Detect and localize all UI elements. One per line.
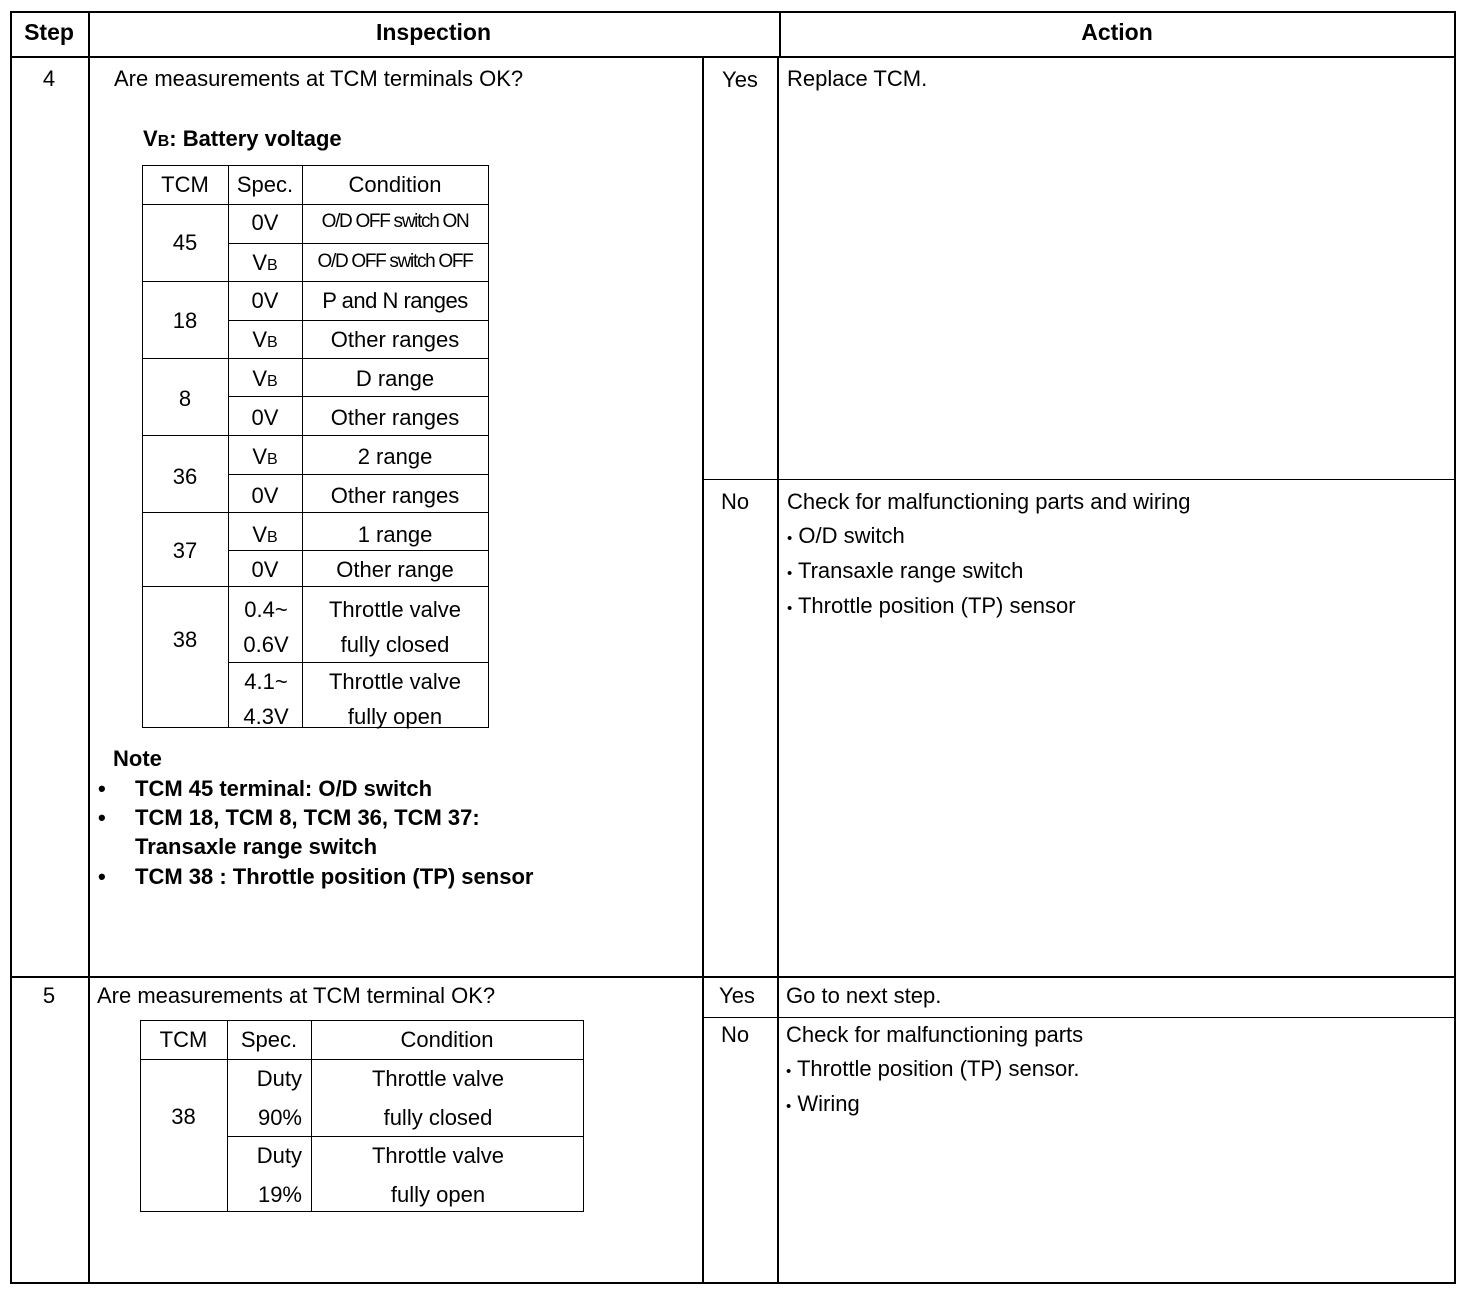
vb-description: : Battery voltage	[169, 126, 342, 151]
no-item-text: Throttle position (TP) sensor	[797, 593, 1076, 618]
note-title: Note	[113, 746, 162, 771]
condition-cell: Other range	[336, 557, 454, 582]
step4-question: Are measurements at TCM terminals OK?	[114, 66, 524, 91]
spec-cell: 0V	[251, 210, 279, 235]
no-item	[787, 558, 1023, 584]
bullet-icon: •	[787, 600, 793, 617]
no-item-text: Transaxle range switch	[797, 558, 1024, 583]
yes-action: Go to next step.	[786, 983, 942, 1008]
tcm-cell: 8	[178, 386, 192, 411]
bullet-icon: •	[787, 530, 793, 547]
no-action: Check for malfunctioning parts	[786, 1022, 1084, 1047]
spec-cell: 0V	[251, 405, 279, 430]
spec-cell: 0.4~ 0.6V	[243, 597, 289, 657]
header-inspection: Inspection	[375, 19, 491, 45]
note-bullet: •	[98, 805, 106, 830]
no-item	[787, 593, 1076, 619]
col-header-spec: Spec.	[236, 172, 294, 197]
vb-legend	[143, 126, 342, 152]
condition-cell: Other ranges	[330, 327, 460, 352]
spec-cell: VB	[252, 366, 278, 391]
no-item	[786, 1091, 860, 1117]
note-item: TCM 38 : Throttle position (TP) sensor	[135, 864, 534, 889]
spec-cell: 0V	[251, 288, 279, 313]
condition-cell: Throttle valve fully open	[328, 669, 462, 729]
tcm-cell: 36	[172, 464, 198, 489]
no-action: Check for malfunctioning parts and wiring	[787, 489, 1191, 514]
no-label: No	[720, 489, 750, 514]
spec-cell: VB	[252, 327, 278, 352]
condition-cell: Throttle valve fully open	[371, 1143, 505, 1207]
col-header-condition: Condition	[348, 172, 442, 197]
note-bullet: •	[98, 776, 106, 801]
bullet-icon: •	[787, 565, 793, 582]
no-item-text: Wiring	[797, 1091, 860, 1116]
condition-cell: Other ranges	[330, 405, 460, 430]
no-label: No	[720, 1022, 750, 1047]
condition-cell: 1 range	[357, 522, 433, 547]
vb-subscript: B	[157, 133, 170, 150]
condition-cell: P and N ranges	[322, 288, 468, 313]
spec-cell: Duty 90%	[256, 1066, 302, 1130]
yes-label: Yes	[719, 983, 755, 1008]
col-header-tcm: TCM	[159, 1027, 208, 1052]
col-header-condition: Condition	[400, 1027, 494, 1052]
no-item	[787, 523, 905, 549]
header-action: Action	[1081, 19, 1153, 45]
no-item-text: O/D switch	[798, 523, 905, 548]
tcm-cell: 38	[171, 1104, 196, 1129]
tcm-cell: 45	[172, 230, 198, 255]
no-item-text: Throttle position (TP) sensor.	[796, 1056, 1080, 1081]
spec-cell: 4.1~ 4.3V	[243, 669, 289, 729]
col-header-tcm: TCM	[161, 172, 209, 197]
condition-cell: D range	[355, 366, 435, 391]
bullet-icon: •	[786, 1063, 792, 1080]
no-item	[786, 1056, 1079, 1082]
spec-cell: VB	[252, 444, 278, 469]
vb-symbol: V	[143, 126, 158, 151]
spec-cell: VB	[252, 250, 278, 275]
step-number-4: 4	[42, 66, 56, 91]
header-step: Step	[24, 19, 74, 45]
note-item: Transaxle range switch	[135, 834, 378, 859]
spec-cell: VB	[252, 522, 278, 547]
condition-cell: Other ranges	[330, 483, 460, 508]
step-number-5: 5	[42, 983, 56, 1008]
condition-cell: Throttle valve fully closed	[371, 1066, 505, 1130]
bullet-icon: •	[786, 1098, 792, 1115]
spec-cell: Duty 19%	[256, 1143, 302, 1207]
condition-cell: Throttle valve fully closed	[328, 597, 462, 657]
note-item: TCM 18, TCM 8, TCM 36, TCM 37:	[135, 805, 480, 830]
col-header-spec: Spec.	[240, 1027, 298, 1052]
condition-cell: O/D OFF switch ON	[321, 211, 469, 232]
spec-cell: 0V	[251, 557, 279, 582]
yes-action: Replace TCM.	[787, 66, 928, 91]
spec-cell: 0V	[251, 483, 279, 508]
tcm-cell: 18	[172, 308, 198, 333]
yes-label: Yes	[722, 67, 758, 92]
condition-cell: O/D OFF switch OFF	[317, 251, 473, 272]
tcm-cell: 38	[172, 627, 198, 652]
tcm-cell: 37	[172, 538, 198, 563]
note-bullet: •	[98, 864, 106, 889]
note-item: TCM 45 terminal: O/D switch	[135, 776, 433, 801]
step5-question: Are measurements at TCM terminal OK?	[97, 983, 496, 1008]
condition-cell: 2 range	[357, 444, 433, 469]
